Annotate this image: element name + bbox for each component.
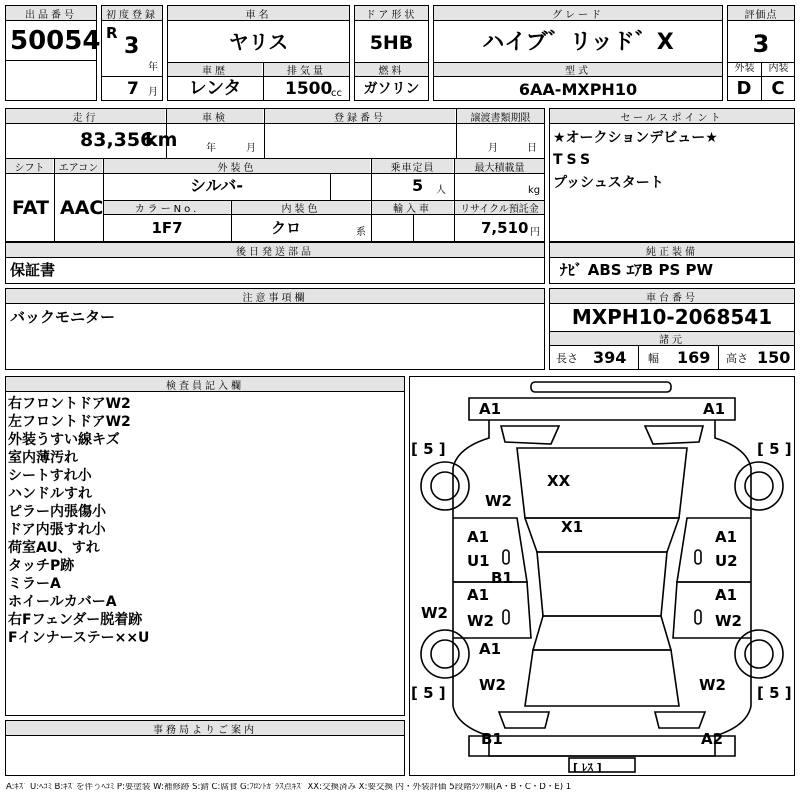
- max-load-unit: kg: [528, 185, 541, 196]
- car-damage-diagram: [409, 376, 795, 776]
- inspector-line: 外装うすい線キズ: [8, 432, 120, 448]
- inspector-line: 荷室AU、すれ: [8, 540, 100, 556]
- inspector-line: 右Fフェンダー脱着跡: [8, 612, 143, 628]
- era: R: [106, 24, 118, 42]
- handle-rr-shape: [695, 610, 701, 624]
- displacement-value: 1500: [285, 79, 333, 99]
- mark-door-fl-u: U1: [467, 552, 490, 570]
- model-label: 型式: [434, 63, 722, 76]
- length-label: 長さ: [556, 352, 578, 365]
- month-unit: 月: [148, 87, 158, 98]
- legend-text: A:ｷｽﾞ U:ﾍｺﾐ B:ｷｽﾞを伴うﾍｺﾐ P:要塗装 W:補修跡 S:錆 C:腐食 G:ﾌﾛﾝﾄｶﾞﾗｽ点ｷｽﾞ XX:交換済み X:要交換 内・外装評価 5段階ﾗﾝｸ順(A・B・C・D・E) 1: [6, 783, 572, 792]
- office-label: 事務局よりご案内: [6, 721, 404, 735]
- capacity-value: 5: [412, 176, 424, 195]
- mark-door-rr-a: A1: [715, 586, 738, 604]
- import-label: 輸入車: [372, 201, 453, 214]
- front-grille-shape: [531, 382, 671, 392]
- fuel-label: 燃料: [355, 63, 428, 76]
- interior-color-unit: 系: [356, 227, 366, 238]
- later-parts-value: 保証書: [10, 261, 56, 279]
- displacement-unit: cc: [331, 88, 342, 99]
- interior-label: 内装: [768, 63, 789, 74]
- transfer-deadline-label: 譲渡書類期限: [457, 109, 544, 123]
- lot-label: 出品番号: [6, 6, 96, 20]
- score-label: 評価点: [728, 6, 794, 20]
- grade-label: グレード: [434, 6, 722, 20]
- mark-fender-left: W2: [485, 492, 512, 510]
- mark-door-fl-a: A1: [467, 528, 490, 546]
- interior-color-value: クロ: [270, 219, 301, 237]
- mark-rear-fender-left: W2: [479, 676, 506, 694]
- inspector-line: ミラーA: [8, 576, 61, 592]
- length-value: 394: [593, 348, 627, 367]
- taillight-right-shape: [655, 712, 705, 728]
- inspection-year-unit: 年: [206, 143, 216, 154]
- wheel-fl-shape: [421, 462, 469, 510]
- width-value: 169: [677, 348, 711, 367]
- inspector-line: Fインナーステー××U: [8, 630, 150, 646]
- registration-month: 7: [127, 79, 139, 99]
- headlight-left-shape: [501, 426, 559, 444]
- mark-pillar: B1: [491, 569, 513, 587]
- taillight-left-shape: [499, 712, 549, 728]
- exterior-color-label: 外装色: [104, 159, 370, 173]
- sales-point: ★オークションデビュー★: [553, 130, 718, 146]
- mark-roof: X1: [561, 518, 584, 536]
- notes-value: バックモニター: [10, 308, 116, 326]
- inspector-line: ピラー内張傷小: [8, 504, 106, 520]
- sales-point: TSS: [553, 152, 595, 168]
- mark-quarter-left: A1: [479, 640, 502, 658]
- mileage-label: 走行: [6, 109, 165, 123]
- mark-hood: XX: [547, 472, 571, 490]
- inspection-month-unit: 月: [246, 143, 256, 154]
- year-unit: 年: [148, 62, 158, 73]
- exterior-grade: D: [736, 78, 752, 99]
- handle-fl-shape: [503, 550, 509, 564]
- later-parts-label: 後日発送部品: [6, 243, 544, 257]
- height-label: 高さ: [726, 352, 748, 365]
- mark-rear-fender-right: W2: [699, 676, 726, 694]
- inspector-line: タッチP跡: [8, 558, 75, 574]
- mileage-unit: km: [145, 129, 178, 151]
- front-bumper-shape: [469, 398, 735, 420]
- score-value: 3: [752, 30, 770, 58]
- color-no-value: 1F7: [151, 219, 183, 237]
- chassis-label: 車台番号: [550, 289, 794, 303]
- hood-shape: [517, 448, 687, 518]
- inspector-line: ドア内張すれ小: [8, 522, 106, 538]
- registration-year: 3: [124, 34, 140, 59]
- transfer-month-unit: 月: [488, 143, 498, 154]
- windshield-shape: [525, 518, 679, 552]
- interior-grade: C: [771, 78, 785, 99]
- hatch-shape: [525, 650, 679, 706]
- mark-front-left: A1: [479, 400, 502, 418]
- sales-point: プッシュスタート: [553, 175, 664, 191]
- height-value: 150: [757, 348, 791, 367]
- first-registration-label: 初度登録: [102, 6, 162, 20]
- inspector-line: 左フロントドアW2: [8, 414, 131, 430]
- recycle-unit: 円: [530, 227, 540, 238]
- grade-value: ハイブ゛リッド゛X: [482, 30, 674, 55]
- history-value: レンタ: [188, 78, 242, 99]
- mark-tire-fl: [ 5 ]: [411, 440, 446, 458]
- door-label: ドア形状: [355, 6, 428, 20]
- car-name: ヤリス: [228, 30, 289, 54]
- mark-tire-rr: [ 5 ]: [757, 684, 792, 702]
- registration-number-label: 登録番号: [265, 109, 455, 123]
- wheel-rl-shape: [421, 630, 469, 678]
- fuel-value: ガソリン: [363, 81, 420, 97]
- mark-tire-fr: [ 5 ]: [757, 440, 792, 458]
- equipment-value: ﾅﾋﾞ ABS ｴｱB PS PW: [560, 261, 714, 279]
- rear-bumper-shape: [469, 736, 735, 756]
- max-load-label: 最大積載量: [455, 159, 544, 173]
- inspector-line: シートすれ小: [8, 468, 92, 484]
- notes-label: 注意事項欄: [6, 289, 544, 303]
- rear-window-shape: [533, 616, 671, 650]
- transfer-day-unit: 日: [527, 143, 537, 154]
- lot-number: 50054: [10, 26, 101, 56]
- mark-side-left: W2: [421, 604, 448, 622]
- mark-door-fr-a: A1: [715, 528, 738, 546]
- door-fl-shape: [453, 518, 527, 582]
- inspector-line: 室内薄汚れ: [8, 450, 78, 466]
- history-label: 車歴: [168, 63, 262, 76]
- equipment-label: 純正装備: [550, 243, 794, 257]
- interior-color-label: 内装色: [232, 201, 370, 214]
- handle-fr-shape: [695, 550, 701, 564]
- car-name-label: 車名: [168, 6, 349, 20]
- mark-door-rl-w: W2: [467, 612, 494, 630]
- mark-door-rl-a: A1: [467, 586, 490, 604]
- wheel-fr-shape: [735, 462, 783, 510]
- mark-door-fr-u: U2: [715, 552, 738, 570]
- sales-points-label: セールスポイント: [550, 109, 794, 123]
- exterior-label: 外装: [734, 63, 755, 74]
- chassis-number: MXPH10-2068541: [571, 305, 773, 329]
- recycle-label: リサイクル預託金: [455, 201, 544, 214]
- shift-label: シフト: [6, 159, 53, 173]
- capacity-label: 乗車定員: [372, 159, 453, 173]
- mark-bumper-rear-right: A2: [701, 730, 724, 748]
- inspector-line: 右フロントドアW2: [8, 396, 131, 412]
- displacement-label: 排気量: [264, 63, 349, 76]
- width-label: 幅: [648, 352, 659, 365]
- aircon-value: AAC: [60, 197, 104, 219]
- headlight-right-shape: [645, 426, 703, 444]
- door-value: 5HB: [369, 32, 414, 54]
- roof-shape: [537, 552, 667, 616]
- wheel-rr-shape: [735, 630, 783, 678]
- inspector-label: 検査員記入欄: [6, 377, 404, 391]
- capacity-unit: 人: [436, 185, 446, 196]
- inspection-label: 車検: [167, 109, 263, 123]
- dimensions-label: 諸元: [550, 332, 794, 345]
- mark-front-right: A1: [703, 400, 726, 418]
- mark-door-rr-w: W2: [715, 612, 742, 630]
- door-fr-shape: [677, 518, 751, 582]
- recycle-value: 7,510: [481, 219, 529, 237]
- mark-spare: [ ﾚｽ ]: [573, 761, 602, 774]
- mark-tire-rl: [ 5 ]: [411, 684, 446, 702]
- mark-bumper-rear-left: B1: [481, 730, 503, 748]
- mileage-value: 83,356: [80, 129, 154, 151]
- inspector-line: ホイールカバーA: [8, 594, 117, 610]
- handle-rl-shape: [503, 610, 509, 624]
- model-value: 6AA-MXPH10: [518, 80, 638, 99]
- shift-value: FAT: [12, 197, 49, 219]
- inspector-line: ハンドルすれ: [8, 486, 92, 502]
- exterior-color-value: シルバ-: [189, 176, 244, 195]
- aircon-label: エアコン: [55, 159, 102, 173]
- color-no-label: カラーNo.: [104, 201, 230, 214]
